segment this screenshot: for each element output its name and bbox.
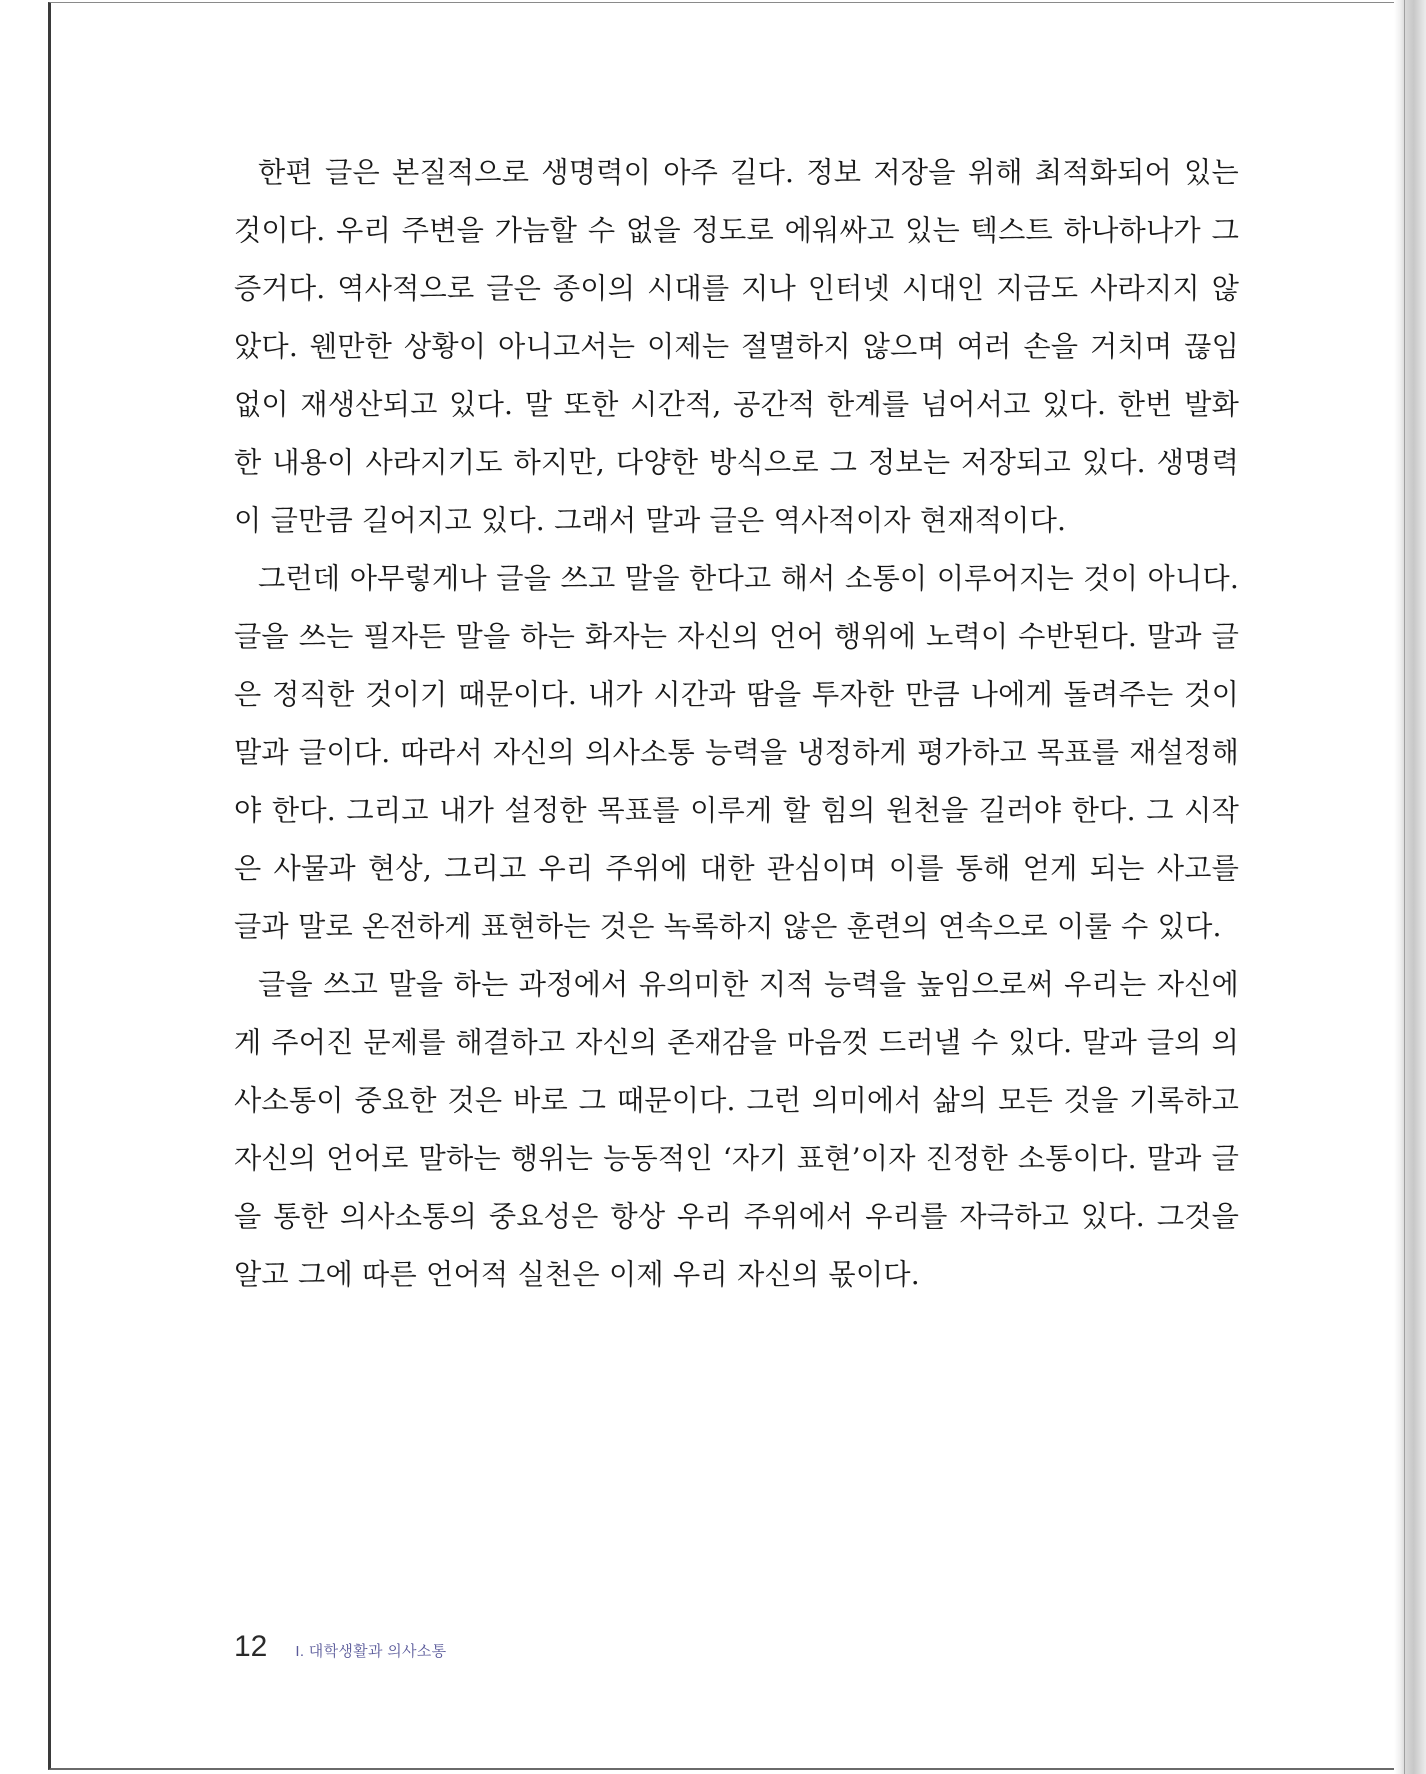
body-text bbox=[234, 144, 1239, 1304]
page-edge bbox=[1404, 0, 1426, 1774]
page-gutter-shadow bbox=[1394, 0, 1404, 1774]
running-head: I. 대학생활과 의사소통 bbox=[295, 1643, 447, 1660]
paragraph-2: 그런데 아무렇게나 글을 쓰고 말을 한다고 해서 소통이 이루어지는 것이 아니다. 글을 쓰는 필자든 말을 하는 화자는 자신의 언어 행위에 노력이 수반된다. 말과 글은 정직한 것이기 때문이다. 내가 시간과 땀을 투자한 만큼 나에게 돌려주는 것이 말과 글이다. 따라서 자신의 의사소통 능력을 냉정하게 평가하고 목표를 재설정해야 한다. 그리고 내가 설정한 목표를 이루게 할 힘의 원천을 길러야 한다. 그 시작은 사물과 현상, 그리고 우리 주위에 대한 관심이며 이를 통해 얻게 되는 사고를 글과 말로 온전하게 표현하는 것은 녹록하지 않은 훈련의 연속으로 이룰 수 있다. bbox=[234, 562, 1240, 943]
paragraph-1: 한편 글은 본질적으로 생명력이 아주 길다. 정보 저장을 위해 최적화되어 있는 것이다. 우리 주변을 가늠할 수 없을 정도로 에워싸고 있는 텍스트 하나하나가 그 증거다. 역사적으로 글은 종이의 시대를 지나 인터넷 시대인 지금도 사라지지 않았다. 웬만한 상황이 아니고서는 이제는 절멸하지 않으며 여러 손을 거치며 끊임없이 재생산되고 있다. 말 또한 시간적, 공간적 한계를 넘어서고 있다. 한번 발화한 내용이 사라지기도 하지만, 다양한 방식으로 그 정보는 저장되고 있다. 생명력이 글만큼 길어지고 있다. 그래서 말과 글은 역사적이자 현재적이다. bbox=[234, 156, 1239, 537]
page-number: 12 bbox=[234, 1630, 268, 1663]
paragraph-3: 글을 쓰고 말을 하는 과정에서 유의미한 지적 능력을 높임으로써 우리는 자신에게 주어진 문제를 해결하고 자신의 존재감을 마음껏 드러낼 수 있다. 말과 글의 의사소통이 중요한 것은 바로 그 때문이다. 그런 의미에서 삶의 모든 것을 기록하고 자신의 언어로 말하는 행위는 능동적인 ‘자기 표현’이자 진정한 소통이다. 말과 글을 통한 의사소통의 중요성은 항상 우리 주위에서 우리를 자극하고 있다. 그것을 알고 그에 따른 언어적 실천은 이제 우리 자신의 몫이다. bbox=[234, 968, 1239, 1291]
page-footer bbox=[234, 1630, 446, 1670]
